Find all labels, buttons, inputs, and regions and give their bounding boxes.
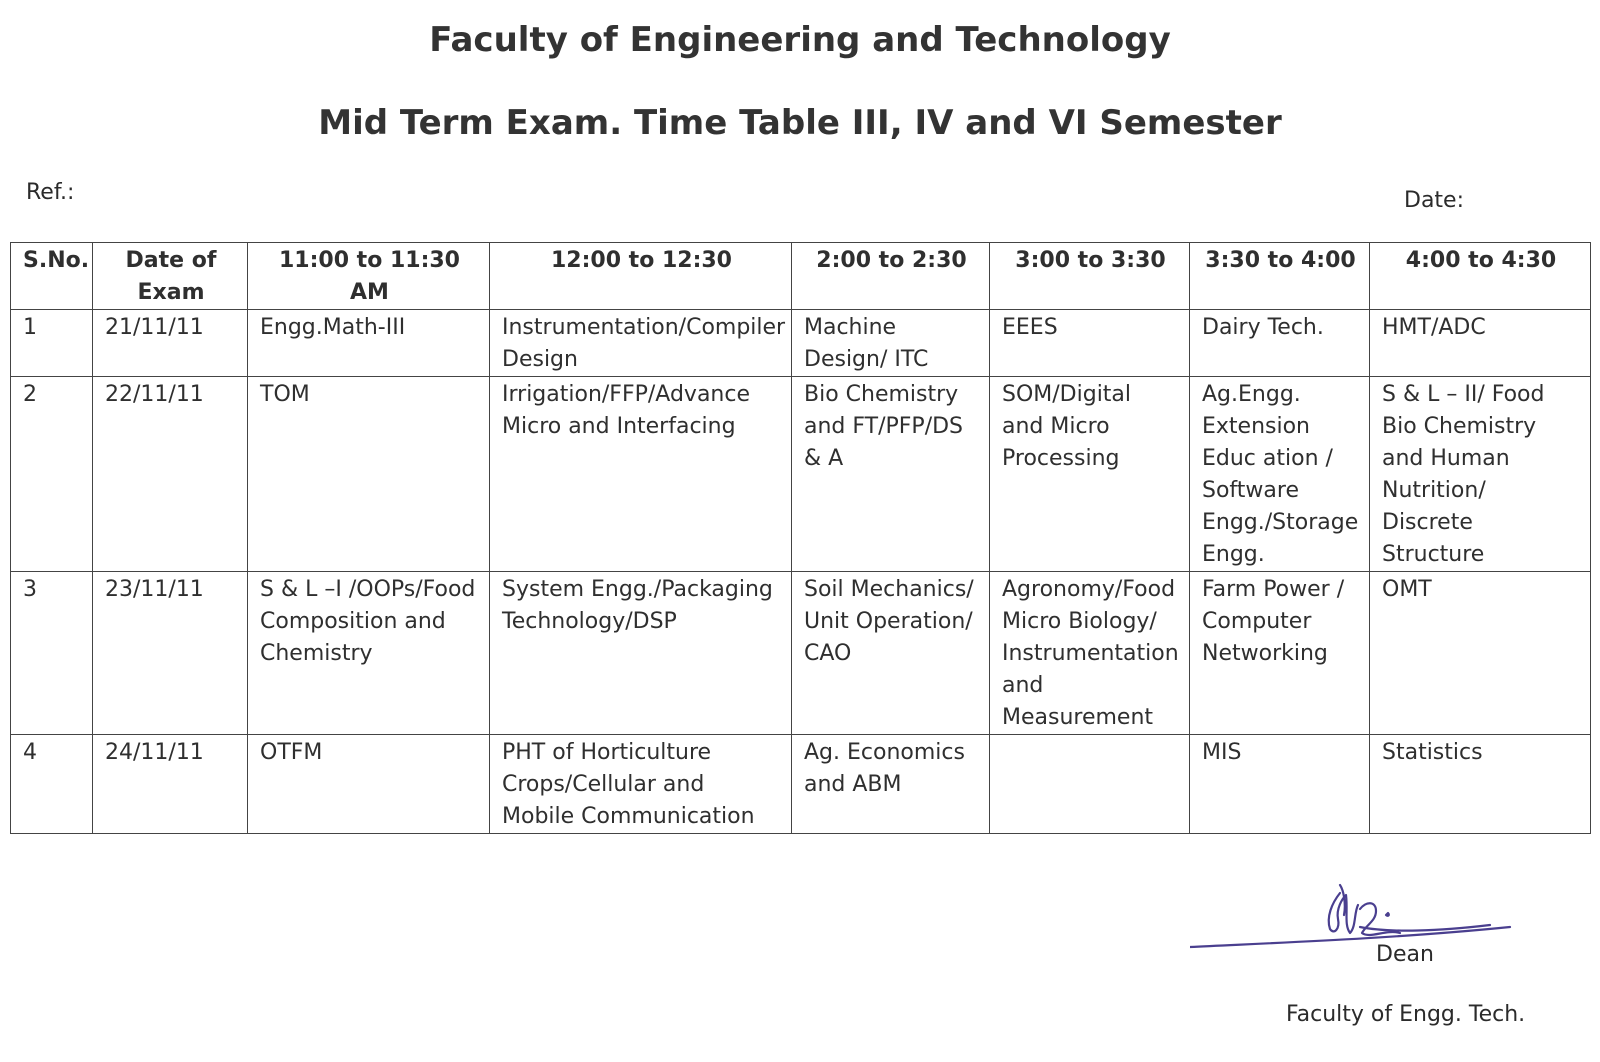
cell-slot: Ag.Engg. Extension Educ ation / Software Engg./Storage Engg. <box>1190 377 1370 572</box>
column-header-slot-3: 2:00 to 2:30 <box>792 243 990 310</box>
column-header-sno: S.No. <box>11 243 93 310</box>
cell-date: 24/11/11 <box>93 735 248 834</box>
cell-slot: Engg.Math-III <box>248 310 490 377</box>
page-title: Faculty of Engineering and Technology <box>429 20 1171 60</box>
cell-slot: Dairy Tech. <box>1190 310 1370 377</box>
table-row <box>11 377 1591 572</box>
cell-slot: Farm Power / Computer Networking <box>1190 572 1370 735</box>
cell-slot: System Engg./Packaging Technology/DSP <box>490 572 792 735</box>
cell-slot: S & L –I /OOPs/Food Composition and Chemistry <box>248 572 490 735</box>
cell-slot: MIS <box>1190 735 1370 834</box>
timetable <box>10 242 1591 834</box>
column-header-slot-5: 3:30 to 4:00 <box>1190 243 1370 310</box>
column-header-slot-2: 12:00 to 12:30 <box>490 243 792 310</box>
cell-date: 21/11/11 <box>93 310 248 377</box>
cell-sno: 1 <box>11 310 93 377</box>
cell-sno: 2 <box>11 377 93 572</box>
column-header-slot-4: 3:00 to 3:30 <box>990 243 1190 310</box>
cell-date: 23/11/11 <box>93 572 248 735</box>
column-header-date: Date of Exam <box>93 243 248 310</box>
cell-slot: Agronomy/Food Micro Biology/ Instrumentation and Measurement <box>990 572 1190 735</box>
ref-label: Ref.: <box>26 180 75 205</box>
header-row <box>11 243 1591 310</box>
cell-slot <box>990 735 1190 834</box>
cell-slot: Statistics <box>1370 735 1591 834</box>
date-label: Date: <box>1404 188 1464 213</box>
column-header-slot-1: 11:00 to 11:30 AM <box>248 243 490 310</box>
table-row <box>11 572 1591 735</box>
cell-slot: Bio Chemistry and FT/PFP/DS & A <box>792 377 990 572</box>
cell-slot: Instrumentation/Compiler Design <box>490 310 792 377</box>
cell-slot: Irrigation/FFP/Advance Micro and Interfacing <box>490 377 792 572</box>
cell-slot: OMT <box>1370 572 1591 735</box>
signatory-office: Faculty of Engg. Tech. <box>1286 1002 1526 1027</box>
page-subtitle: Mid Term Exam. Time Table III, IV and VI Semester <box>318 103 1282 143</box>
cell-slot: SOM/Digital and Micro Processing <box>990 377 1190 572</box>
cell-slot: Ag. Economics and ABM <box>792 735 990 834</box>
column-header-slot-6: 4:00 to 4:30 <box>1370 243 1591 310</box>
cell-sno: 4 <box>11 735 93 834</box>
table-row <box>11 735 1591 834</box>
signatory-title: Dean <box>1376 942 1434 967</box>
cell-slot: TOM <box>248 377 490 572</box>
cell-slot: S & L – II/ Food Bio Chemistry and Human Nutrition/ Discrete Structure <box>1370 377 1591 572</box>
cell-slot: EEES <box>990 310 1190 377</box>
cell-slot: Soil Mechanics/ Unit Operation/ CAO <box>792 572 990 735</box>
cell-date: 22/11/11 <box>93 377 248 572</box>
cell-slot: Machine Design/ ITC <box>792 310 990 377</box>
signature-icon <box>1190 855 1530 965</box>
table-row <box>11 310 1591 377</box>
cell-slot: PHT of Horticulture Crops/Cellular and Mobile Communication <box>490 735 792 834</box>
cell-slot: OTFM <box>248 735 490 834</box>
cell-sno: 3 <box>11 572 93 735</box>
cell-slot: HMT/ADC <box>1370 310 1591 377</box>
